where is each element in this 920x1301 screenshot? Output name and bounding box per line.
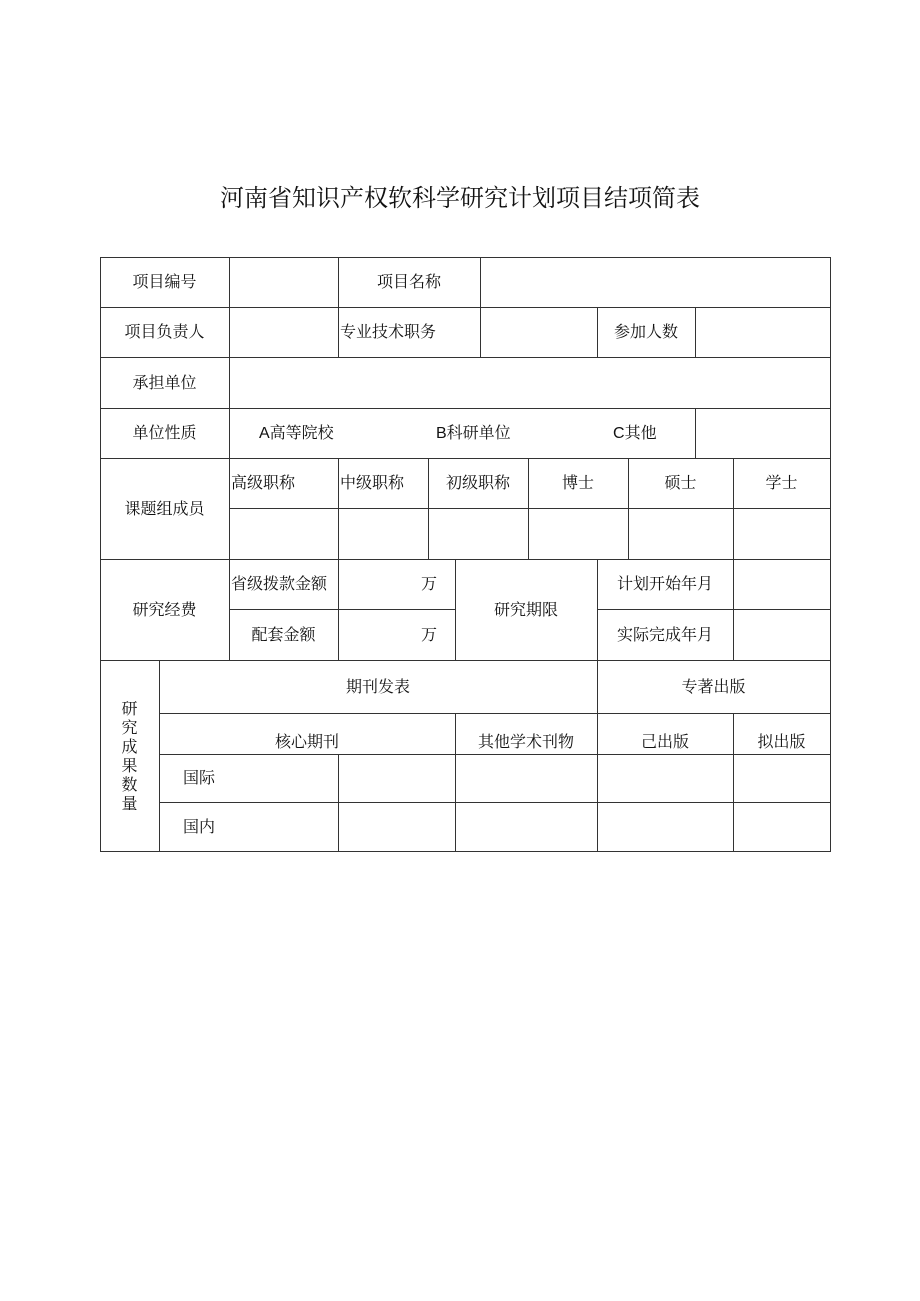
vertical-char: 数 (121, 774, 138, 794)
undertaking-unit-label: 承担单位 (132, 372, 197, 392)
vertical-char: 究 (121, 717, 138, 737)
table-border-right (830, 257, 831, 852)
middle-title-count-field[interactable] (338, 508, 428, 559)
master-count-field[interactable] (628, 508, 733, 559)
actual-finish-field[interactable] (733, 609, 830, 660)
table-border-bottom (100, 851, 831, 852)
option-letter: A (259, 425, 270, 442)
international-label: 国际 (183, 768, 216, 787)
option-label: 科研单位 (446, 423, 511, 442)
option-letter: B (436, 425, 447, 442)
junior-title-count-field[interactable] (428, 508, 528, 559)
dom-to-publish-field[interactable] (733, 802, 830, 851)
page-title: 河南省知识产权软科学研究计划项目结项简表 (220, 184, 700, 212)
planned-start-label: 计划开始年月 (616, 574, 713, 593)
project-no-field[interactable] (229, 257, 338, 307)
intl-to-publish-field[interactable] (733, 754, 830, 802)
dom-core-journal-field[interactable] (338, 802, 455, 851)
bachelor-count-field[interactable] (733, 508, 830, 559)
unit-option-a[interactable] (259, 423, 334, 444)
undertaking-unit-field[interactable] (229, 357, 830, 408)
participants-label: 参加人数 (613, 322, 678, 341)
member-header: 高级职称 (231, 473, 296, 492)
member-header: 中级职称 (340, 473, 405, 492)
project-name-label: 项目名称 (376, 272, 441, 291)
vertical-char: 成 (121, 736, 138, 756)
matching-funds-field[interactable] (338, 609, 455, 660)
team-members-label: 课题组成员 (124, 498, 205, 518)
results-count-label (100, 660, 159, 851)
professional-title-field[interactable] (480, 307, 597, 357)
intl-other-journal-field[interactable] (455, 754, 597, 802)
option-letter: C (613, 425, 625, 442)
intl-published-field[interactable] (597, 754, 733, 802)
unit-nature-label: 单位性质 (132, 423, 197, 442)
matching-funds-label: 配套金额 (251, 624, 316, 644)
unit-option-c[interactable] (613, 423, 657, 444)
vertical-char: 研 (121, 698, 138, 718)
project-name-field[interactable] (480, 257, 830, 307)
project-no-label: 项目编号 (132, 272, 197, 291)
unit-nature-field[interactable] (695, 408, 830, 458)
member-header: 硕士 (664, 473, 697, 492)
project-leader-label: 项目负责人 (124, 322, 205, 341)
journal-pub-header: 期刊发表 (345, 676, 410, 696)
senior-title-count-field[interactable] (229, 508, 338, 559)
core-journal-header: 核心期刊 (274, 732, 339, 751)
unit-option-b[interactable] (436, 423, 511, 444)
option-label: 其他 (624, 423, 657, 442)
participants-field[interactable] (695, 307, 830, 357)
vertical-char: 果 (121, 755, 138, 775)
doctor-count-field[interactable] (528, 508, 628, 559)
unit-wan: 万 (420, 574, 437, 593)
unit-wan: 万 (420, 624, 437, 644)
actual-finish-label: 实际完成年月 (616, 624, 713, 644)
project-leader-field[interactable] (229, 307, 338, 357)
monograph-pub-header: 专著出版 (681, 676, 746, 696)
member-header: 学士 (765, 473, 798, 492)
dom-published-field[interactable] (597, 802, 733, 851)
research-funds-label: 研究经费 (132, 599, 197, 619)
research-period-label: 研究期限 (493, 599, 558, 619)
planned-start-field[interactable] (733, 559, 830, 609)
provincial-funds-field[interactable] (338, 559, 455, 609)
vertical-char: 量 (121, 793, 138, 813)
member-header: 初级职称 (445, 473, 510, 492)
option-label: 高等院校 (269, 423, 334, 442)
published-header: 己出版 (640, 732, 689, 751)
to-publish-header: 拟出版 (757, 732, 806, 751)
other-journal-header: 其他学术刊物 (477, 732, 574, 751)
dom-other-journal-field[interactable] (455, 802, 597, 851)
professional-title-label: 专业技术职务 (340, 322, 437, 341)
member-header: 博士 (561, 473, 594, 492)
provincial-funds-label: 省级拨款金额 (231, 574, 328, 593)
intl-core-journal-field[interactable] (338, 754, 455, 802)
domestic-label: 国内 (183, 816, 216, 836)
